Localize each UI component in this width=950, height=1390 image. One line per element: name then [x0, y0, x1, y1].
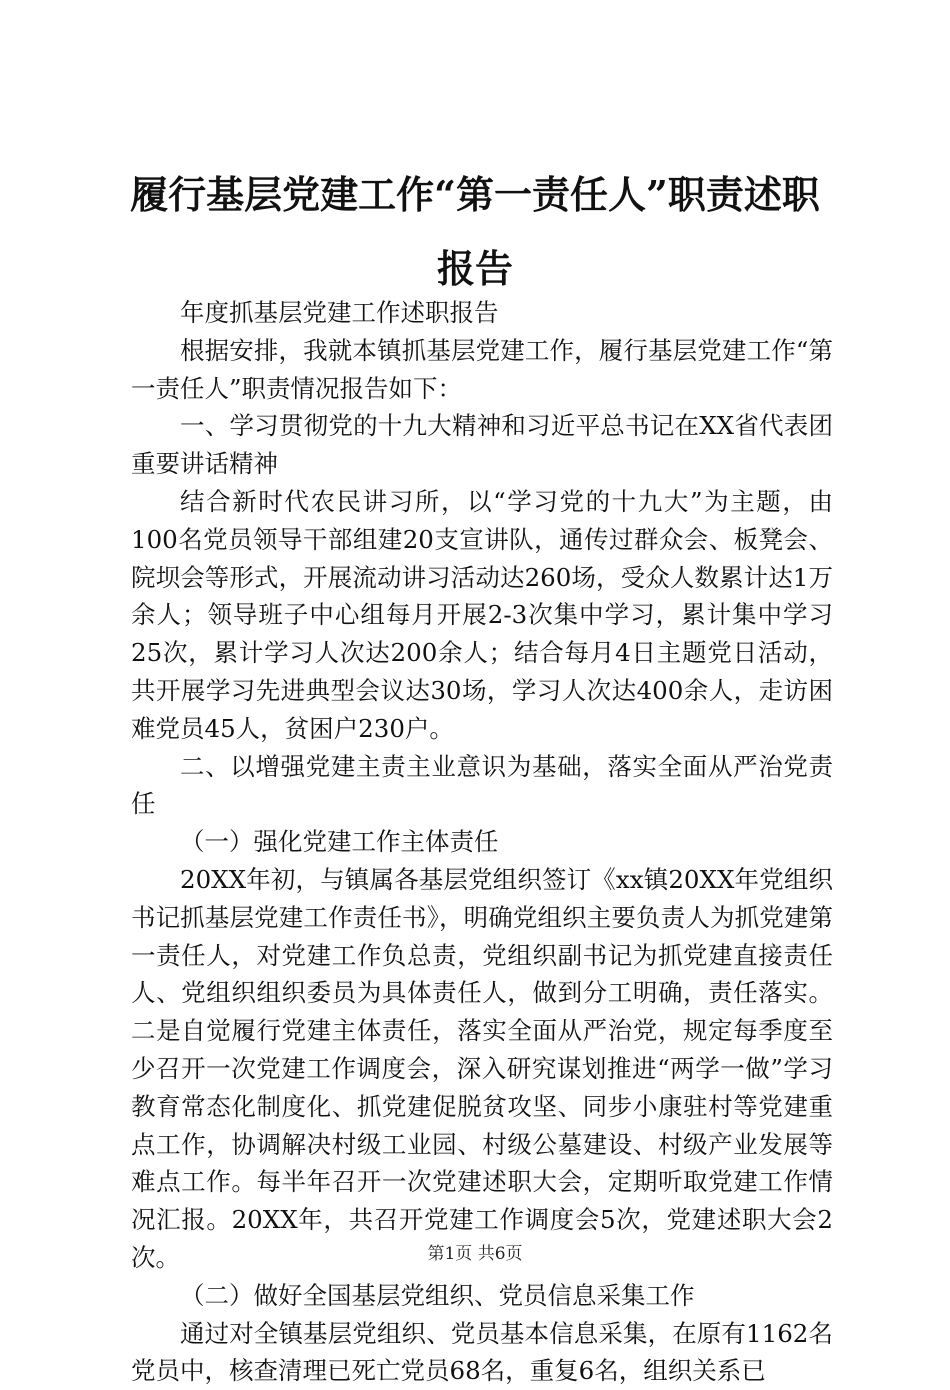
- paragraph-report-subtitle: 年度抓基层党建工作述职报告: [180, 298, 499, 327]
- paragraph-study-activities: 结合新时代农民讲习所，以“学习党的十九大”为主题，由100名党员领导干部组建20支宣讲队，通传过群众会、板凳会、院坝会等形式，开展流动讲习活动达260场，受众人数累计达1万余人；领导班子中心组每月开展2-3次集中学习，累计集中学习25次，累计学习人次达200余人；结合每月4日主题党日活动，共开展学习先进典型会议达30场，学习人次达400余人，走访困难党员45人，贫困户230户。: [131, 486, 833, 743]
- paragraph-responsibility: 20XX年初，与镇属各基层党组织签订《xx镇20XX年党组织书记抓基层党建工作责任书》，明确党组织主要负责人为抓党建第一责任人，对党建工作负总责，党组织副书记为抓党建直接责任人、党组织组织委员为具体责任人，做到分工明确，责任落实。二是自觉履行党建主体责任，落实全面从严治党，规定每季度至少召开一次党建工作调度会，深入研究谋划推进“两学一做”学习教育常态化制度化、抓党建促脱贫攻坚、同步小康驻村等党建重点工作，协调解决村级工业园、村级公墓建设、村级产业发展等难点工作。每半年召开一次党建述职大会，定期听取党建工作情况汇报。20XX年，共召开党建工作调度会5次，党建述职大会2次。: [131, 864, 833, 1272]
- document-body: [131, 294, 833, 1390]
- section-heading-2: 二、以增强党建主责主业意识为基础，落实全面从严治党责任: [131, 751, 833, 819]
- section-heading-1: 一、学习贯彻党的十九大精神和习近平总书记在XX省代表团重要讲话精神: [131, 411, 833, 479]
- page-number-footer: 第1页 共6页: [427, 1244, 523, 1264]
- document-title: 履行基层党建工作“第一责任人”职责述职报告: [130, 172, 820, 291]
- paragraph-info-collection: 通过对全镇基层党组织、党员基本信息采集，在原有1162名党员中，核查清理已死亡党员68名，重复6名，组织关系已: [131, 1318, 833, 1386]
- paragraph-intro: 根据安排，我就本镇抓基层党建工作，履行基层党建工作“第一责任人”职责情况报告如下：: [131, 335, 833, 403]
- subsection-heading-2: （二）做好全国基层党组织、党员信息采集工作: [180, 1280, 695, 1310]
- subsection-heading-1: （一）强化党建工作主体责任: [180, 827, 499, 857]
